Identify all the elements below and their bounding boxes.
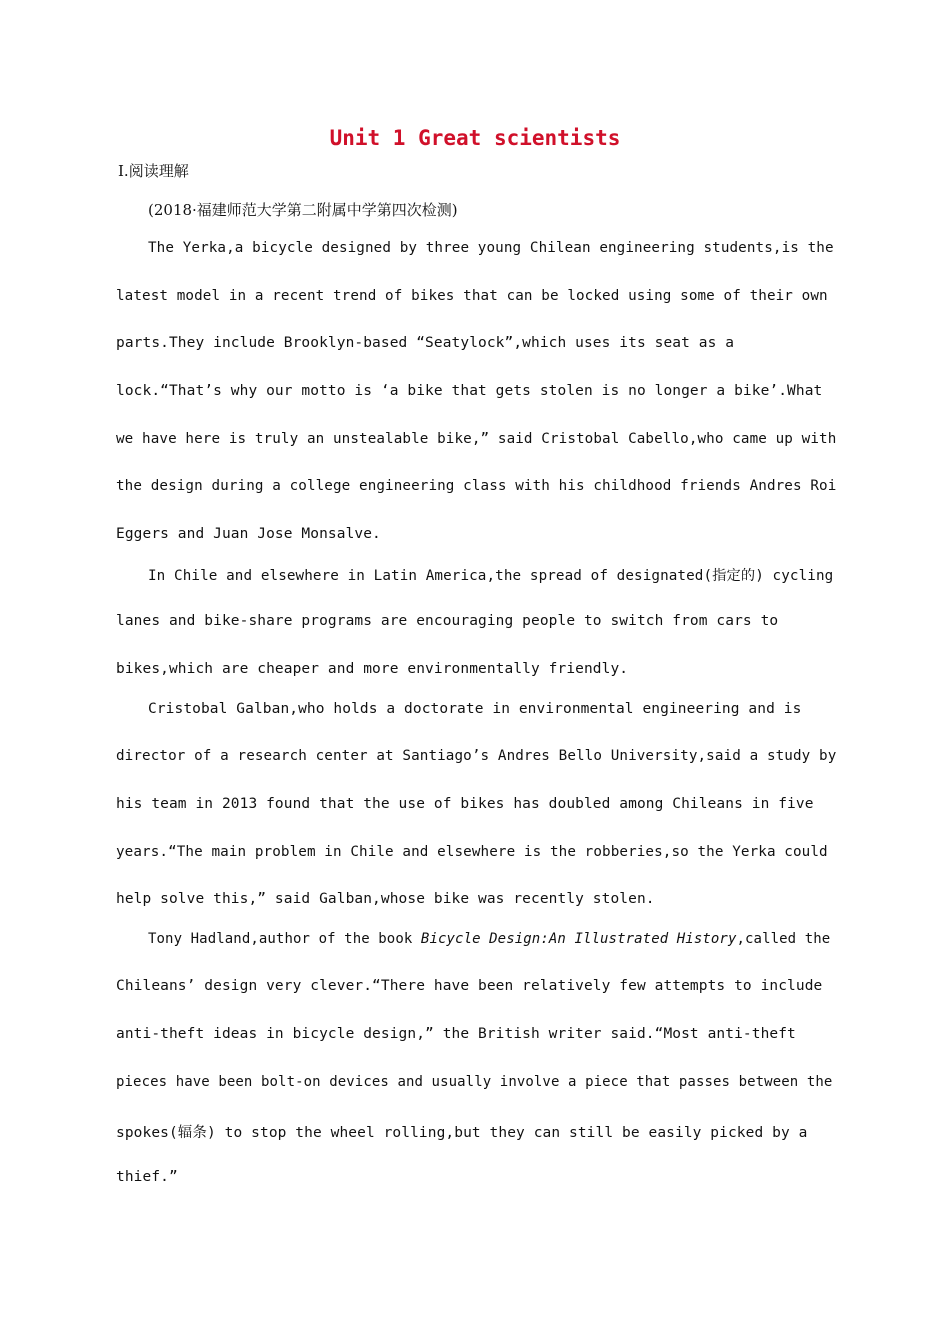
text-line: Eggers and Juan Jose Monsalve. — [116, 526, 381, 542]
text-line: Chileans’ design very clever.“There have been relatively few attempts to include — [116, 978, 823, 994]
source-note: (2018·福建师范大学第二附属中学第四次检测) — [148, 201, 458, 219]
text-line: the design during a college engineering class with his childhood friends Andres Roi — [116, 478, 837, 494]
text-line: lanes and bike-share programs are encouraging people to switch from cars to — [116, 613, 779, 629]
section-heading: Ⅰ.阅读理解 — [118, 162, 189, 180]
text-line: latest model in a recent trend of bikes that can be locked using some of their own — [116, 288, 828, 304]
text-line: The Yerka,a bicycle designed by three young Chilean engineering students,is the — [148, 240, 834, 256]
text-line: pieces have been bolt-on devices and usually involve a piece that passes between the — [116, 1074, 833, 1090]
text-line: spokes(辐条) to stop the wheel rolling,but they can still be easily picked by a — [116, 1125, 808, 1141]
text-line: years.“The main problem in Chile and elsewhere is the robberies,so the Yerka could — [116, 844, 828, 860]
text-segment: Tony Hadland,author of the book — [148, 931, 421, 947]
text-line — [148, 931, 830, 947]
text-segment: ,called the — [736, 931, 831, 947]
text-line: bikes,which are cheaper and more environmentally friendly. — [116, 661, 629, 677]
text-line: thief.” — [116, 1169, 178, 1185]
book-title: Bicycle Design:An Illustrated History — [420, 931, 737, 947]
page-title: Unit 1 Great scientists — [329, 126, 621, 150]
text-line: we have here is truly an unstealable bike,” said Cristobal Cabello,who came up with — [116, 431, 837, 447]
text-line: his team in 2013 found that the use of bikes has doubled among Chileans in five — [116, 796, 814, 812]
text-line: help solve this,” said Galban,whose bike was recently stolen. — [116, 891, 655, 907]
text-line: parts.They include Brooklyn-based “Seatylock”,which uses its seat as a — [116, 335, 735, 351]
text-line: lock.“That’s why our motto is ‘a bike that gets stolen is no longer a bike’.What — [116, 383, 823, 399]
text-line: In Chile and elsewhere in Latin America,the spread of designated(指定的) cycling — [148, 568, 834, 584]
text-line: director of a research center at Santiago’s Andres Bello University,said a study by — [116, 748, 837, 764]
text-line: Cristobal Galban,who holds a doctorate in environmental engineering and is — [148, 701, 802, 717]
text-line: anti-theft ideas in bicycle design,” the British writer said.“Most anti-theft — [116, 1026, 796, 1042]
